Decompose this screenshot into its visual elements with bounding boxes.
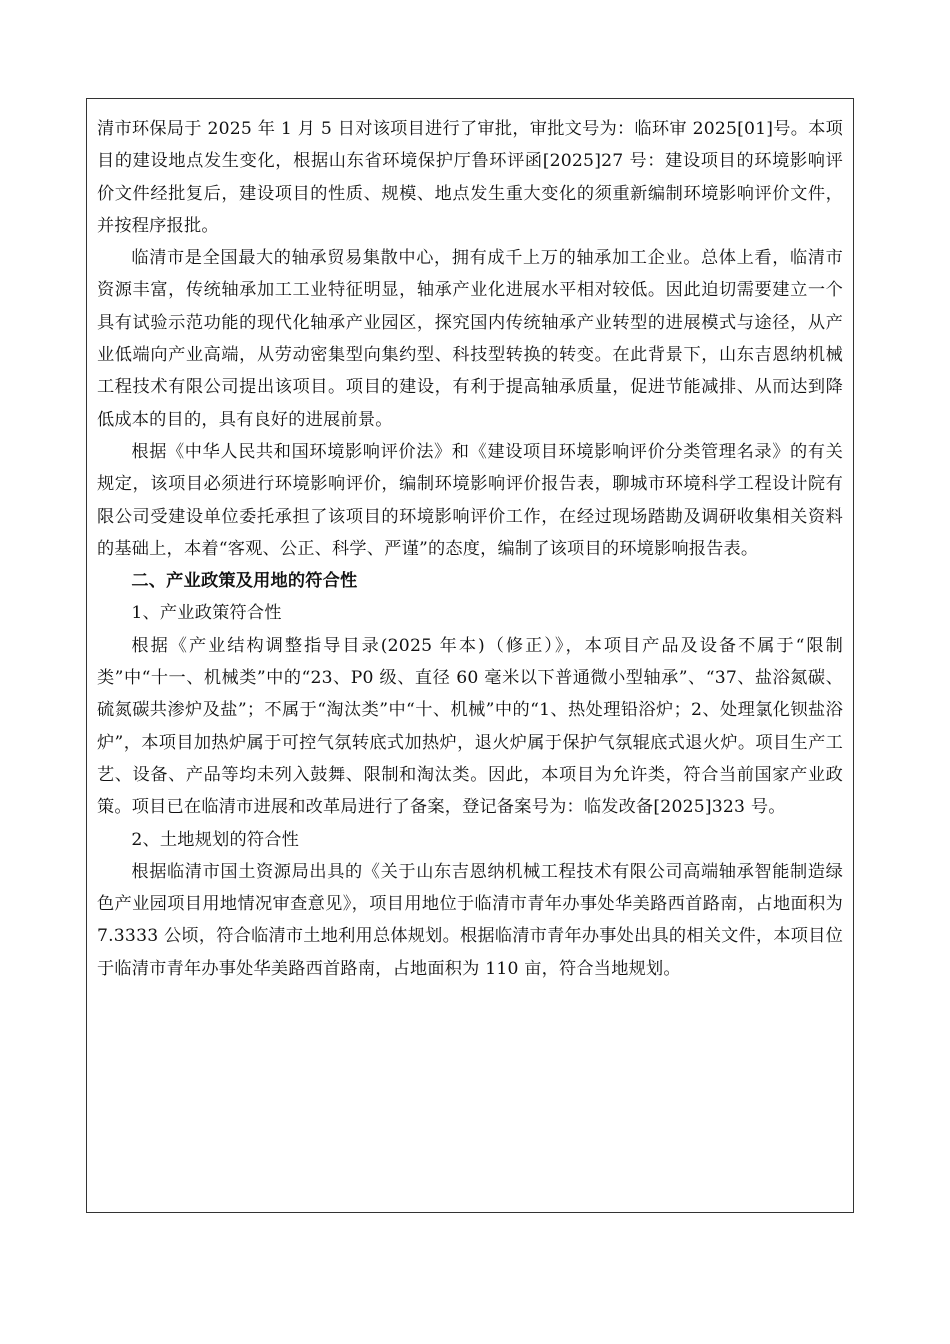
document-frame xyxy=(86,98,854,1213)
paragraph-eia-basis: 根据《中华人民共和国环境影响评价法》和《建设项目环境影响评价分类管理名录》的有关规定，该项目必须进行环境影响评价，编制环境影响评价报告表，聊城市环境科学工程设计院有限公司受建设单位委托承担了该项目的环境影响评价工作，在经过现场踏勘及调研收集相关资料的基础上，本着“客观、公正、科学、严谨”的态度，编制了该项目的环境影响报告表。 xyxy=(97,441,843,559)
paragraph-project-background: 临清市是全国最大的轴承贸易集散中心，拥有成千上万的轴承加工企业。总体上看，临清市资源丰富，传统轴承加工工业特征明显，轴承产业化进展水平相对较低。因此迫切需要建立一个具有试验示范功能的现代化轴承产业园区，探究国内传统轴承产业转型的进展模式与途径，从产业低端向产业高端，从劳动密集型向集约型、科技型转换的转变。在此背景下，山东吉恩纳机械工程技术有限公司提出该项目。项目的建设，有利于提高轴承质量，促进节能减排、从而达到降低成本的目的，具有良好的进展前景。 xyxy=(97,248,843,430)
section-heading-policy-land: 二、产业政策及用地的符合性 xyxy=(131,571,358,592)
subheading-industrial-policy: 1、产业政策符合性 xyxy=(131,603,282,624)
paragraph-approval-change: 清市环保局于 2025 年 1 月 5 日对该项目进行了审批，审批文号为：临环审 2025[01]号。本项目的建设地点发生变化，根据山东省环境保护厅鲁环评函[2025]27 号：建设项目的环境影响评价文件经批复后，建设项目的性质、规模、地点发生重大变化的须重新编制环境影响评价文件，并按程序报批。 xyxy=(97,119,843,236)
paragraph-industrial-policy: 根据《产业结构调整指导目录(2025 年本)（修正）》，本项目产品及设备不属于“限制类”中“十一、机械类”中的“23、P0 级、直径 60 毫米以下普通微小型轴承”、“37、盐浴氮碳、硫氮碳共渗炉及盐”；不属于“淘汰类”中“十、机械”中的“1、热处理铅浴炉；2、处理氯化钡盐浴炉”，本项目加热炉属于可控气氛转底式加热炉，退火炉属于保护气氛辊底式退火炉。项目生产工艺、设备、产品等均未列入鼓舞、限制和淘汰类。因此，本项目为允许类，符合当前国家产业政策。项目已在临清市进展和改革局进行了备案，登记备案号为：临发改备[2025]323 号。 xyxy=(97,635,843,818)
subheading-land-planning: 2、土地规划的符合性 xyxy=(131,829,300,850)
paragraph-land-planning: 根据临清市国土资源局出具的《关于山东吉恩纳机械工程技术有限公司高端轴承智能制造绿色产业园项目用地情况审查意见》，项目用地位于临清市青年办事处华美路西首路南，占地面积为 7.3333 公顷，符合临清市土地利用总体规划。根据临清市青年办事处出具的相关文件，本项目位于临清市青年办事处华美路西首路南，占地面积为 110 亩，符合当地规划。 xyxy=(97,861,843,979)
